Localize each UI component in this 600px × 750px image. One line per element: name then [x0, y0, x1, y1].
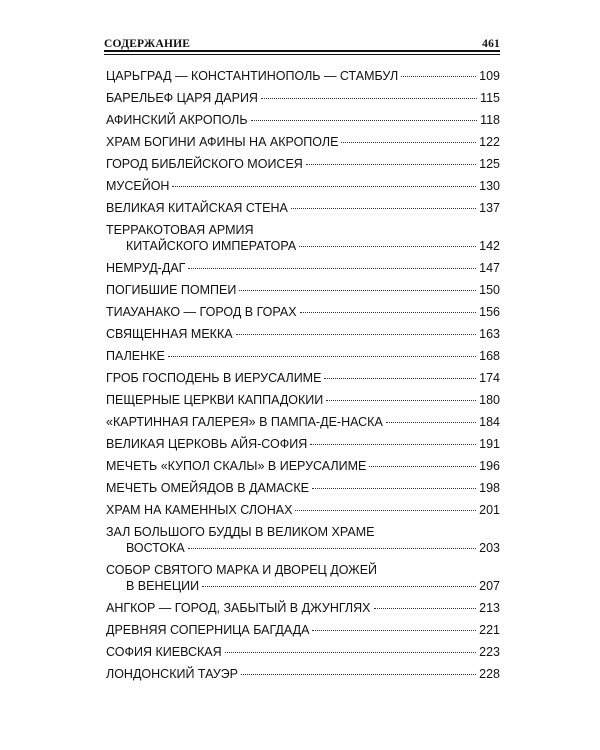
dot-leader [168, 356, 476, 357]
toc-entry-page: 168 [479, 349, 500, 363]
toc-entry [106, 134, 500, 150]
toc-entry-title: НЕМРУД-ДАГ [106, 261, 186, 275]
toc-entry [106, 68, 500, 84]
toc-entry-line [106, 540, 500, 556]
toc-entry-line [106, 622, 500, 638]
toc-entry-title: ПАЛЕНКЕ [106, 349, 165, 363]
toc-entry [106, 370, 500, 386]
toc-entry-title: ВЕЛИКАЯ КИТАЙСКАЯ СТЕНА [106, 201, 288, 215]
toc-entry-page: 115 [480, 91, 500, 105]
toc-entry-page: 221 [479, 623, 500, 637]
toc-entry-page: 184 [479, 415, 500, 429]
toc-entry-title: ТЕРРАКОТОВАЯ АРМИЯ [106, 223, 254, 237]
toc-entry-line [106, 90, 500, 106]
running-header [104, 30, 500, 50]
dot-leader [341, 142, 476, 143]
toc-entry-line [106, 156, 500, 172]
toc-entry [106, 200, 500, 216]
dot-leader [188, 548, 476, 549]
dot-leader [239, 290, 476, 291]
toc-entry-page: 142 [479, 239, 500, 253]
dot-leader [324, 378, 476, 379]
toc-entry-line [106, 348, 500, 364]
dot-leader [401, 76, 476, 77]
toc-entry-line [106, 562, 500, 578]
toc-entry-page: 180 [479, 393, 500, 407]
toc-entry-title: СВЯЩЕННАЯ МЕККА [106, 327, 233, 341]
toc-entry-page: 109 [479, 69, 500, 83]
toc-entry-title: МУСЕЙОН [106, 179, 170, 193]
toc-entry-line [106, 260, 500, 276]
toc-entry-line [106, 238, 500, 254]
toc-entry-line [106, 392, 500, 408]
dot-leader [300, 312, 477, 313]
toc-entry-line [106, 178, 500, 194]
toc-entry-line [106, 200, 500, 216]
toc-entry-line [106, 578, 500, 594]
dot-leader [312, 630, 476, 631]
dot-leader [172, 186, 476, 187]
toc-entry-page: 156 [479, 305, 500, 319]
toc-entry [106, 326, 500, 342]
toc-entry-page: 163 [479, 327, 500, 341]
toc-entry-page: 201 [479, 503, 500, 517]
toc-entry [106, 600, 500, 616]
toc-entry-title: ГОРОД БИБЛЕЙСКОГО МОИСЕЯ [106, 157, 303, 171]
toc-entry [106, 156, 500, 172]
toc-entry-page: 191 [479, 437, 500, 451]
toc-entry-line [106, 326, 500, 342]
toc-entry-line [106, 458, 500, 474]
toc-entry-page: 174 [479, 371, 500, 385]
toc-entry-page: 137 [479, 201, 500, 215]
toc-entry-page: 198 [479, 481, 500, 495]
dot-leader [374, 608, 477, 609]
toc-entry-line [106, 600, 500, 616]
table-of-contents [106, 68, 500, 688]
dot-leader [261, 98, 477, 99]
toc-entry [106, 480, 500, 496]
toc-entry-title: ХРАМ НА КАМЕННЫХ СЛОНАХ [106, 503, 293, 517]
toc-entry-line [106, 112, 500, 128]
toc-entry-page: 213 [479, 601, 500, 615]
dot-leader [369, 466, 476, 467]
toc-entry-page: 228 [479, 667, 500, 681]
toc-entry-title: СОБОР СВЯТОГО МАРКА И ДВОРЕЦ ДОЖЕЙ [106, 563, 378, 577]
toc-entry-title: ПЕЩЕРНЫЕ ЦЕРКВИ КАППАДОКИИ [106, 393, 324, 407]
toc-entry [106, 502, 500, 518]
toc-entry [106, 112, 500, 128]
dot-leader [225, 652, 476, 653]
toc-entry-title: ВОСТОКА [126, 541, 185, 555]
toc-entry-title: АФИНСКИЙ АКРОПОЛЬ [106, 113, 248, 127]
toc-entry [106, 562, 500, 594]
section-title: СОДЕРЖАНИЕ [104, 38, 191, 50]
toc-entry [106, 260, 500, 276]
toc-entry-line [106, 480, 500, 496]
toc-entry [106, 282, 500, 298]
toc-entry [106, 524, 500, 556]
dot-leader [236, 334, 477, 335]
toc-entry-line [106, 304, 500, 320]
dot-leader [306, 164, 476, 165]
toc-entry-title: ТИАУАНАКО — ГОРОД В ГОРАХ [106, 305, 297, 319]
dot-leader [291, 208, 476, 209]
toc-entry-title: ХРАМ БОГИНИ АФИНЫ НА АКРОПОЛЕ [106, 135, 339, 149]
toc-entry-title: ГРОБ ГОСПОДЕНЬ В ИЕРУСАЛИМЕ [106, 371, 322, 385]
dot-leader [312, 488, 476, 489]
toc-entry-title: «КАРТИННАЯ ГАЛЕРЕЯ» В ПАМПА-ДЕ-НАСКА [106, 415, 383, 429]
toc-entry-title: ЗАЛ БОЛЬШОГО БУДДЫ В ВЕЛИКОМ ХРАМЕ [106, 525, 375, 539]
dot-leader [241, 674, 476, 675]
toc-entry-line [106, 502, 500, 518]
page-number: 461 [482, 38, 500, 50]
toc-entry-line [106, 282, 500, 298]
toc-entry [106, 436, 500, 452]
toc-entry-page: 130 [479, 179, 500, 193]
dot-leader [310, 444, 476, 445]
toc-entry [106, 644, 500, 660]
dot-leader [299, 246, 476, 247]
toc-entry-title: МЕЧЕТЬ «КУПОЛ СКАЛЫ» В ИЕРУСАЛИМЕ [106, 459, 367, 473]
toc-entry-page: 147 [479, 261, 500, 275]
dot-leader [295, 510, 476, 511]
toc-entry [106, 90, 500, 106]
toc-entry-page: 196 [479, 459, 500, 473]
toc-entry-line [106, 68, 500, 84]
toc-entry-page: 150 [479, 283, 500, 297]
toc-entry [106, 392, 500, 408]
dot-leader [202, 586, 476, 587]
toc-entry [106, 178, 500, 194]
toc-entry-page: 207 [479, 579, 500, 593]
toc-entry-title: АНГКОР — ГОРОД, ЗАБЫТЫЙ В ДЖУНГЛЯХ [106, 601, 371, 615]
toc-entry [106, 458, 500, 474]
dot-leader [386, 422, 476, 423]
toc-entry-line [106, 134, 500, 150]
toc-entry-title: В ВЕНЕЦИИ [126, 579, 200, 593]
toc-entry [106, 222, 500, 254]
header-rule [104, 50, 500, 55]
dot-leader [326, 400, 476, 401]
toc-entry [106, 666, 500, 682]
toc-entry-line [106, 644, 500, 660]
toc-entry-title: ЛОНДОНСКИЙ ТАУЭР [106, 667, 238, 681]
toc-entry-page: 125 [479, 157, 500, 171]
toc-entry-title: КИТАЙСКОГО ИМПЕРАТОРА [126, 239, 297, 253]
toc-entry-line [106, 666, 500, 682]
toc-entry [106, 414, 500, 430]
toc-entry-title: ВЕЛИКАЯ ЦЕРКОВЬ АЙЯ-СОФИЯ [106, 437, 308, 451]
toc-entry-title: ЦАРЬГРАД — КОНСТАНТИНОПОЛЬ — СТАМБУЛ [106, 69, 399, 83]
toc-entry-page: 122 [479, 135, 500, 149]
toc-entry-title: ПОГИБШИЕ ПОМПЕИ [106, 283, 237, 297]
toc-entry-page: 203 [479, 541, 500, 555]
toc-entry [106, 304, 500, 320]
toc-entry-line [106, 222, 500, 238]
toc-entry-title: ДРЕВНЯЯ СОПЕРНИЦА БАГДАДА [106, 623, 310, 637]
toc-entry [106, 348, 500, 364]
toc-entry-line [106, 370, 500, 386]
toc-entry-line [106, 436, 500, 452]
toc-entry-page: 223 [479, 645, 500, 659]
toc-entry [106, 622, 500, 638]
dot-leader [251, 120, 477, 121]
toc-entry-title: СОФИЯ КИЕВСКАЯ [106, 645, 222, 659]
toc-entry-line [106, 524, 500, 540]
toc-entry-title: МЕЧЕТЬ ОМЕЙЯДОВ В ДАМАСКЕ [106, 481, 309, 495]
toc-entry-page: 118 [480, 113, 500, 127]
toc-entry-line [106, 414, 500, 430]
dot-leader [188, 268, 476, 269]
toc-entry-title: БАРЕЛЬЕФ ЦАРЯ ДАРИЯ [106, 91, 258, 105]
